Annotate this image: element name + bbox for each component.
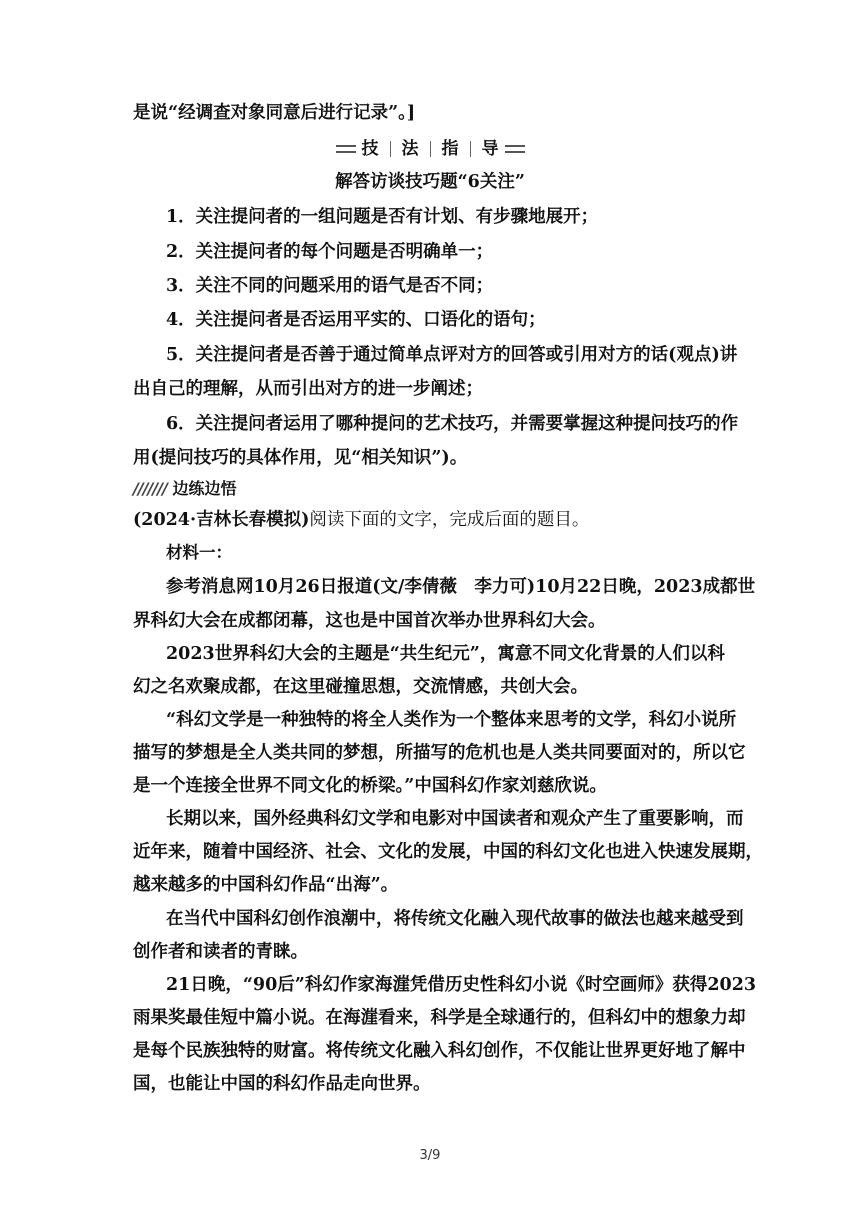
header-char: 导 — [481, 139, 499, 159]
body-line: 近年来，随着中国经济、社会、文化的发展，中国的科幻文化也进入快速发展期， — [133, 842, 763, 862]
header-char: 指 — [441, 139, 459, 159]
tip-item: 4．关注提问者是否运用平实的、口语化的语句； — [166, 310, 546, 330]
body-line: 21日晚，“90后”科幻作家海漄凭借历史性科幻小说《时空画师》获得2023 — [166, 975, 757, 995]
body-line: 创作者和读者的青睐。 — [133, 942, 308, 962]
practice-label — [133, 477, 733, 501]
body-line: 幻之名欢聚成都，在这里碰撞思想，交流情感，共创大会。 — [133, 677, 588, 697]
source-instruction: 阅读下面的文字，完成后面的题目。 — [309, 510, 590, 530]
practice-slashes: /////// — [133, 479, 167, 498]
tip-item: 6．关注提问者运用了哪种提问的艺术技巧，并需要掌握这种提问技巧的作 — [166, 414, 739, 434]
body-line: 2023世界科幻大会的主题是“共生纪元”，寓意不同文化背景的人们以科 — [166, 644, 725, 664]
tip-item: 2．关注提问者的每个问题是否明确单一； — [166, 242, 494, 262]
body-line: 是一个连接全世界不同文化的桥梁。”中国科幻作家刘慈欣说。 — [133, 776, 607, 796]
section-header — [0, 136, 860, 161]
body-line: “科幻文学是一种独特的将全人类作为一个整体来思考的文学，科幻小说所 — [166, 710, 737, 730]
tip-item-continued: 用(提问技巧的具体作用，见“相关知识”)。 — [133, 448, 468, 468]
section-header-box — [336, 137, 525, 161]
tip-item: 1．关注提问者的一组问题是否有计划、有步骤地展开； — [166, 207, 599, 227]
tip-item: 3．关注不同的问题采用的语气是否不同； — [166, 276, 494, 296]
continuation-line: 是说“经调查对象同意后进行记录”。] — [133, 103, 416, 123]
body-line: 是每个民族独特的财富。将传统文化融入科幻创作，不仅能让世界更好地了解中 — [133, 1041, 746, 1061]
source-line — [133, 508, 733, 532]
header-right-rule — [505, 145, 525, 153]
body-line: 界科幻大会在成都闭幕，这也是中国首次举办世界科幻大会。 — [133, 611, 606, 631]
body-line: 长期以来，国外经典科幻文学和电影对中国读者和观众产生了重要影响，而 — [166, 809, 744, 829]
body-line: 描写的梦想是全人类共同的梦想，所描写的危机也是人类共同要面对的，所以它 — [133, 743, 746, 763]
body-line: 越来越多的中国科幻作品“出海”。 — [133, 875, 399, 895]
practice-text: 边练边悟 — [172, 479, 237, 498]
material-label: 材料一： — [166, 543, 232, 562]
tip-item: 5．关注提问者是否善于通过简单点评对方的回答或引用对方的话(观点)讲 — [166, 345, 738, 365]
source-tag: (2024·吉林长春模拟) — [133, 510, 310, 530]
page-number: 3/9 — [419, 1148, 441, 1163]
body-line: 在当代中国科幻创作浪潮中，将传统文化融入现代故事的做法也越来越受到 — [166, 909, 744, 929]
body-line: 雨果奖最佳短中篇小说。在海漄看来，科学是全球通行的，但科幻中的想象力却 — [133, 1008, 746, 1028]
header-char: 技 — [361, 139, 379, 159]
header-left-rule — [336, 145, 356, 153]
subtitle: 解答访谈技巧题“6关注” — [335, 172, 525, 192]
header-char: 法 — [401, 139, 419, 159]
body-line: 参考消息网10月26日报道(文/李倩薇 李力可)10月22日晚，2023成都世 — [166, 577, 756, 597]
tip-item-continued: 出自己的理解，从而引出对方的进一步阐述； — [133, 379, 483, 399]
body-line: 国，也能让中国的科幻作品走向世界。 — [133, 1074, 431, 1094]
